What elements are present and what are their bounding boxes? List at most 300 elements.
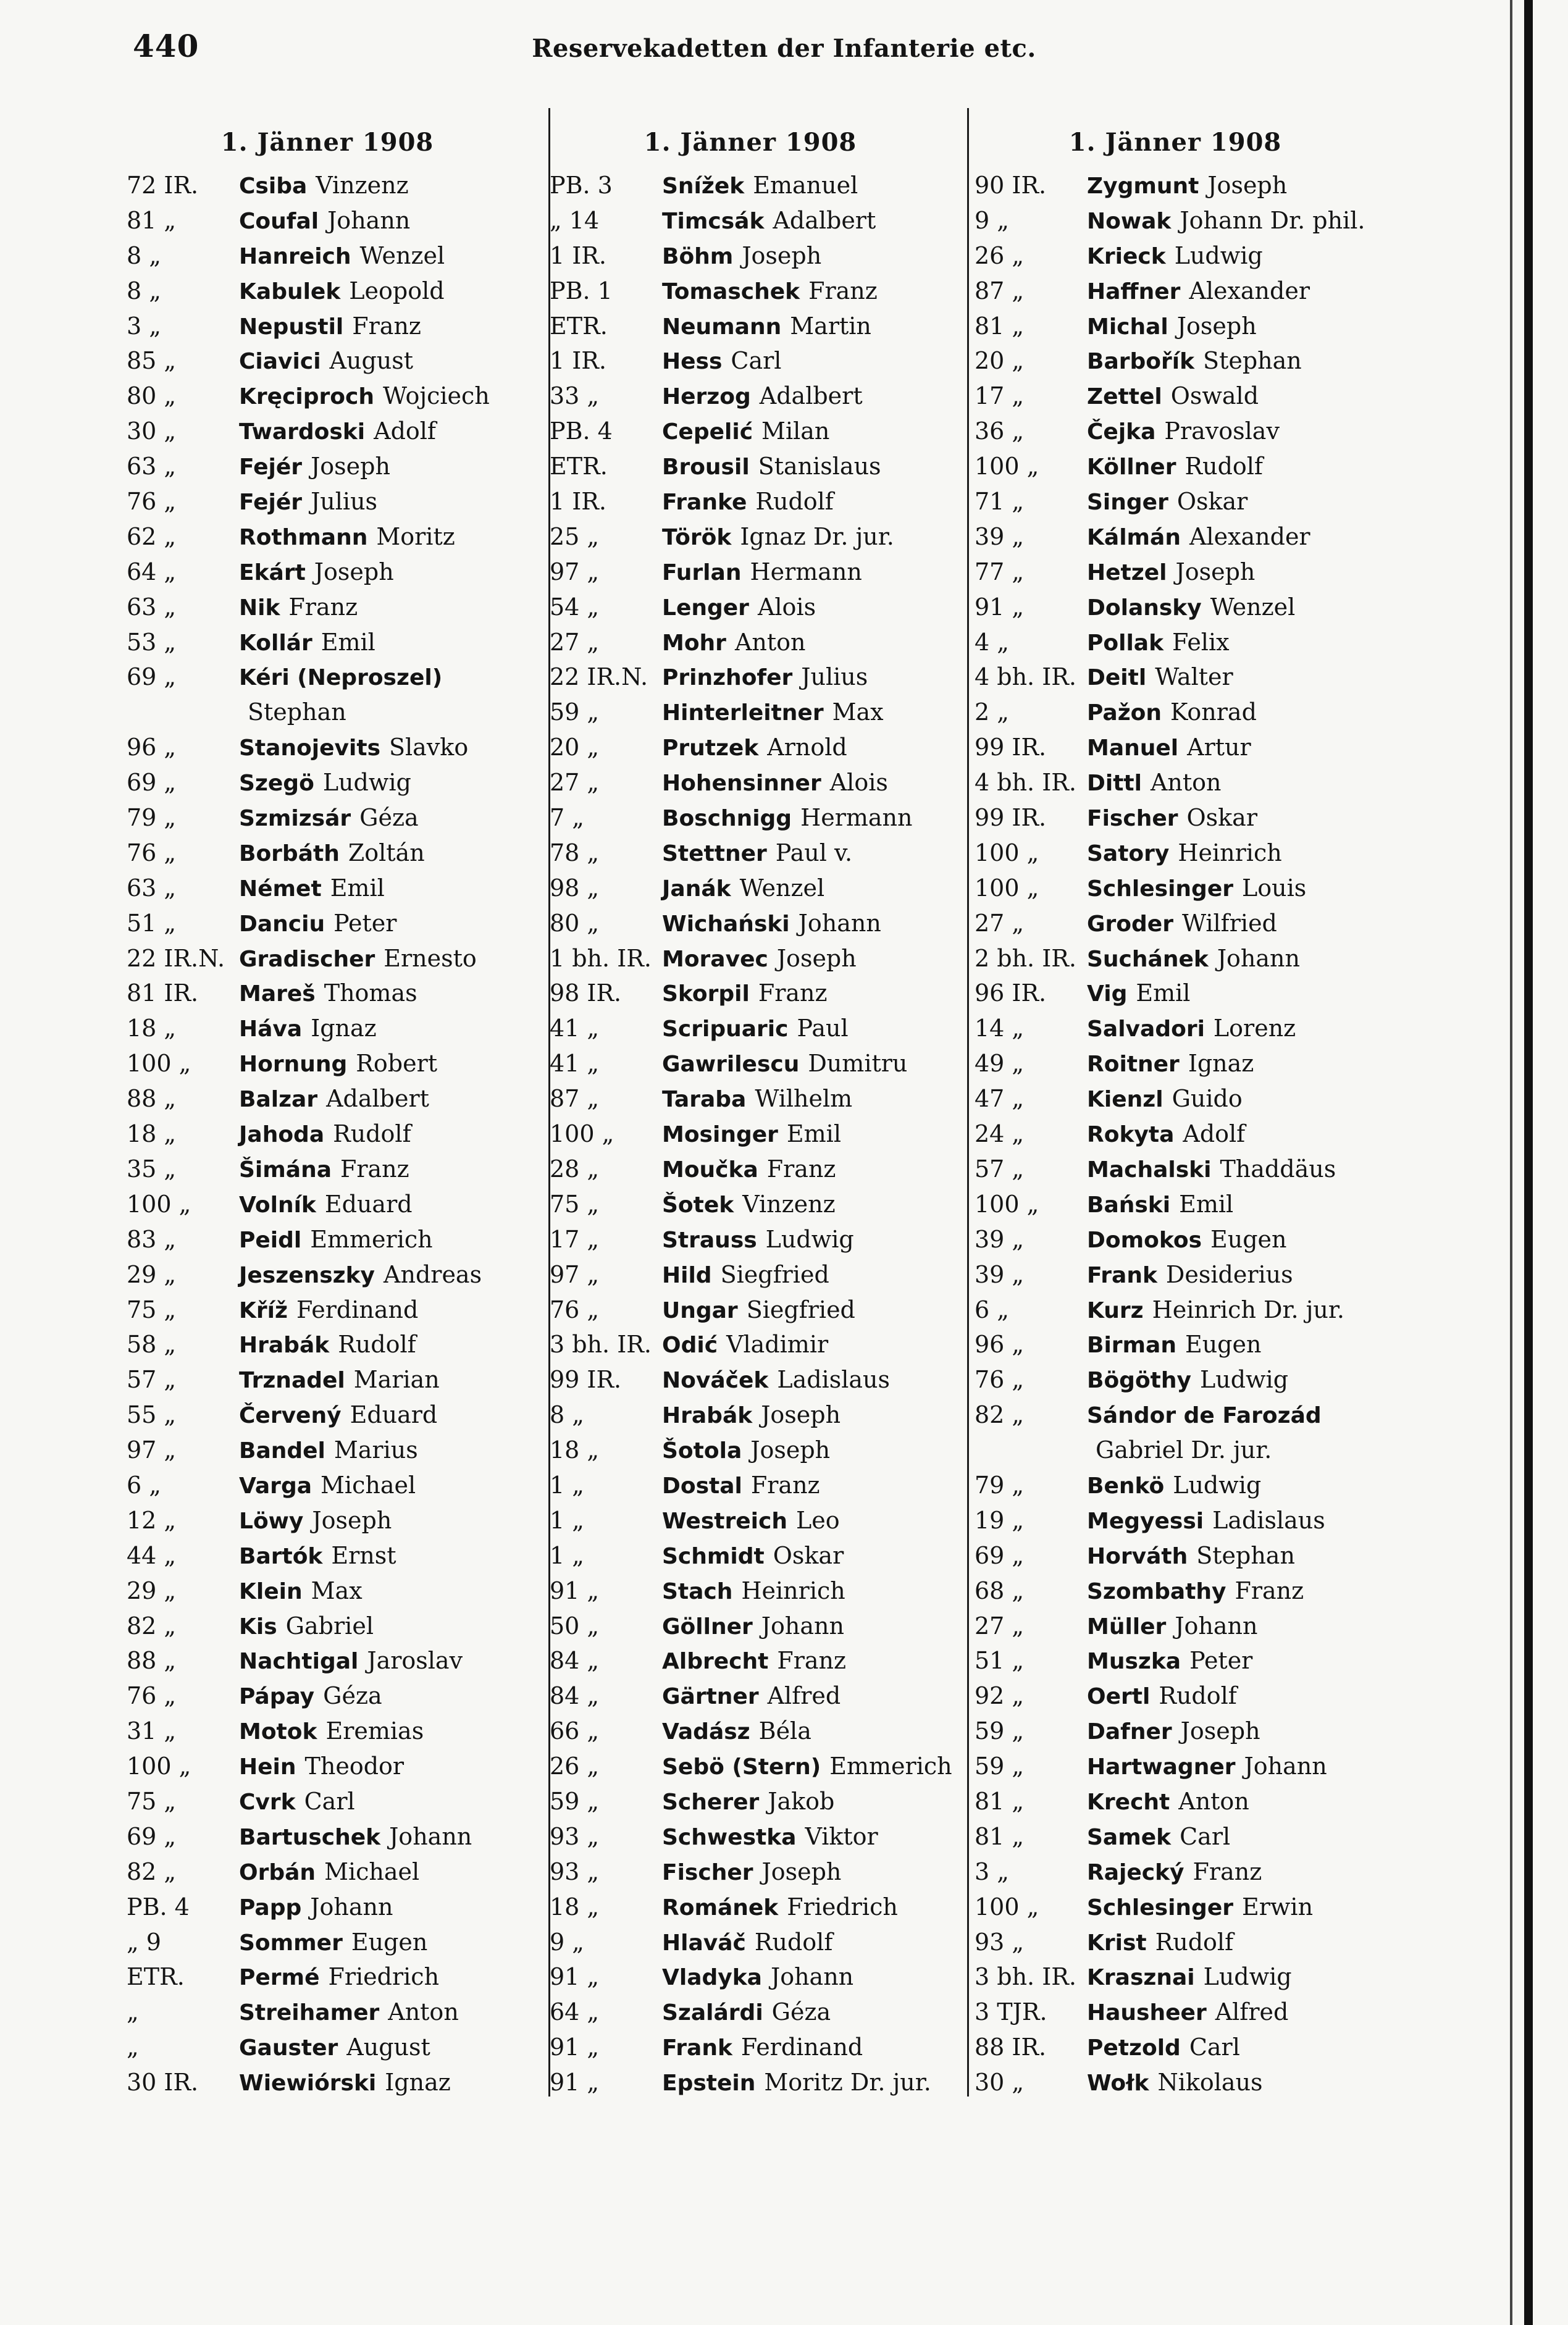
surname: Čejka bbox=[1087, 419, 1156, 445]
unit-label: 76 „ bbox=[550, 1296, 600, 1323]
given-name: Heinrich bbox=[741, 1577, 845, 1604]
surname: Groder bbox=[1087, 911, 1173, 937]
surname: Dafner bbox=[1087, 1719, 1172, 1745]
given-name: Franz bbox=[766, 1155, 836, 1183]
unit-label: 66 „ bbox=[550, 1717, 600, 1745]
surname: Köllner bbox=[1087, 455, 1176, 480]
unit-label: 69 „ bbox=[127, 1822, 177, 1850]
roster-entry bbox=[127, 1397, 528, 1433]
unit-label: 87 „ bbox=[975, 277, 1025, 304]
surname: Ungar bbox=[662, 1297, 738, 1323]
surname: Westreich bbox=[662, 1508, 787, 1534]
given-name: August bbox=[329, 347, 414, 375]
unit-label: 22 IR.N. bbox=[127, 944, 225, 972]
unit-label: 69 „ bbox=[127, 769, 177, 797]
roster-entry bbox=[975, 590, 1376, 625]
surname: Červený bbox=[239, 1403, 342, 1429]
surname: Balzar bbox=[239, 1087, 318, 1113]
surname: Fejér bbox=[239, 490, 303, 516]
unit-label: 30 „ bbox=[975, 2069, 1025, 2097]
unit-label: 64 „ bbox=[127, 558, 177, 585]
unit-label: 75 „ bbox=[127, 1787, 177, 1815]
given-name: Johann bbox=[761, 1612, 844, 1640]
surname: Vladyka bbox=[662, 1965, 762, 1991]
given-name: Adolf bbox=[1183, 1120, 1246, 1148]
surname: Mosinger bbox=[662, 1122, 778, 1148]
surname: Cepelić bbox=[662, 419, 753, 445]
surname: Zettel bbox=[1087, 384, 1162, 410]
given-name: Erwin bbox=[1242, 1893, 1314, 1921]
unit-label: 88 „ bbox=[127, 1085, 177, 1113]
surname: Birman bbox=[1087, 1333, 1176, 1359]
surname: Tomaschek bbox=[662, 279, 800, 304]
given-name: Alois bbox=[757, 593, 816, 621]
given-name: Joseph bbox=[1175, 558, 1256, 585]
surname: Frank bbox=[1087, 1262, 1157, 1288]
roster-entry bbox=[975, 1152, 1376, 1187]
roster-entry bbox=[127, 836, 528, 871]
surname: Nováček bbox=[662, 1368, 769, 1394]
unit-label: 47 „ bbox=[975, 1085, 1025, 1113]
given-name: Géza bbox=[323, 1682, 382, 1710]
roster-entry bbox=[975, 800, 1376, 836]
roster-entry bbox=[550, 1011, 951, 1046]
unit-label: 57 „ bbox=[975, 1155, 1025, 1183]
unit-label: 54 „ bbox=[550, 593, 600, 621]
given-name: Adalbert bbox=[759, 382, 863, 410]
unit-label: 27 „ bbox=[975, 1612, 1025, 1640]
given-name: Artur bbox=[1187, 734, 1251, 761]
unit-label: 3 „ bbox=[127, 312, 161, 340]
unit-label: PB. 3 bbox=[550, 172, 613, 199]
roster-entry bbox=[975, 1257, 1376, 1292]
surname: Schwestka bbox=[662, 1824, 797, 1850]
surname: Petzold bbox=[1087, 2035, 1181, 2061]
roster-entry bbox=[550, 238, 951, 274]
surname: Borbáth bbox=[239, 840, 340, 866]
unit-label: 75 „ bbox=[127, 1296, 177, 1323]
roster-entry bbox=[127, 379, 528, 414]
given-name: Anton bbox=[388, 1998, 459, 2026]
given-name: Joseph bbox=[776, 944, 857, 972]
surname: Varga bbox=[239, 1473, 312, 1499]
surname: Roitner bbox=[1087, 1052, 1180, 1078]
surname: Ekárt bbox=[239, 559, 306, 585]
unit-label: 59 „ bbox=[550, 698, 600, 726]
surname: Benkö bbox=[1087, 1473, 1165, 1499]
roster-entry bbox=[550, 1292, 951, 1328]
given-name: Joseph bbox=[314, 558, 394, 585]
unit-label: 69 „ bbox=[127, 663, 177, 691]
surname: Lenger bbox=[662, 595, 749, 621]
unit-label: 27 „ bbox=[550, 769, 600, 797]
surname: Klein bbox=[239, 1578, 303, 1604]
unit-label: 41 „ bbox=[550, 1015, 600, 1042]
surname: Hein bbox=[239, 1754, 296, 1780]
given-name: Joseph bbox=[750, 1436, 831, 1464]
surname: Skorpil bbox=[662, 981, 750, 1007]
roster-entry bbox=[975, 238, 1376, 274]
unit-label: 79 „ bbox=[127, 804, 177, 832]
roster-entry bbox=[975, 1784, 1376, 1819]
given-name: Max bbox=[311, 1577, 363, 1604]
unit-label: 1 IR. bbox=[550, 488, 606, 516]
roster-entry bbox=[127, 449, 528, 484]
surname: Janák bbox=[662, 876, 731, 902]
roster-entry bbox=[127, 343, 528, 379]
given-name: Vladimir bbox=[726, 1331, 829, 1359]
roster-entry bbox=[127, 1468, 528, 1503]
surname: Scripuaric bbox=[662, 1016, 789, 1042]
unit-label: 76 „ bbox=[127, 488, 177, 516]
surname: Satory bbox=[1087, 840, 1170, 866]
surname: Jeszenszky bbox=[239, 1262, 375, 1288]
unit-label: 26 „ bbox=[975, 241, 1025, 269]
unit-label: ETR. bbox=[550, 312, 608, 340]
roster-entry bbox=[550, 906, 951, 941]
unit-label: 87 „ bbox=[550, 1085, 600, 1113]
unit-label: 81 „ bbox=[127, 206, 177, 234]
given-name: Emil bbox=[330, 874, 385, 902]
given-name: Eremias bbox=[325, 1717, 424, 1745]
roster-entry bbox=[550, 1152, 951, 1187]
roster-entry bbox=[975, 1116, 1376, 1152]
surname: Müller bbox=[1087, 1614, 1167, 1640]
surname: Hinterleitner bbox=[662, 700, 824, 726]
unit-label: 12 „ bbox=[127, 1506, 177, 1534]
unit-label: 76 „ bbox=[127, 839, 177, 866]
unit-label: 1 IR. bbox=[550, 347, 606, 375]
surname: Hohensinner bbox=[662, 771, 821, 797]
given-name: Rudolf bbox=[333, 1120, 411, 1148]
surname: Furlan bbox=[662, 559, 742, 585]
unit-label: 29 „ bbox=[127, 1260, 177, 1288]
surname: Bögöthy bbox=[1087, 1368, 1191, 1394]
surname: Mareš bbox=[239, 981, 316, 1007]
surname: Sándor de Farozád bbox=[1087, 1403, 1322, 1429]
unit-label: 35 „ bbox=[127, 1155, 177, 1183]
roster-entry bbox=[550, 1925, 951, 1960]
given-name: Ferdinand bbox=[740, 2034, 863, 2061]
given-name: Peter bbox=[1189, 1647, 1253, 1675]
given-name: Lorenz bbox=[1213, 1015, 1296, 1042]
roster-entry bbox=[975, 1292, 1376, 1328]
surname: Domokos bbox=[1087, 1227, 1202, 1253]
unit-label: 57 „ bbox=[127, 1366, 177, 1394]
given-name: Gabriel Dr. jur. bbox=[1096, 1436, 1272, 1464]
surname: Megyessi bbox=[1087, 1508, 1204, 1534]
surname: Sommer bbox=[239, 1930, 343, 1956]
surname: Dolansky bbox=[1087, 595, 1202, 621]
given-name: Heinrich bbox=[1178, 839, 1282, 866]
unit-label: 41 „ bbox=[550, 1050, 600, 1078]
surname: Bartók bbox=[239, 1543, 323, 1569]
roster-column-3 bbox=[975, 117, 1376, 2100]
surname: Böhm bbox=[662, 243, 734, 269]
unit-label: PB. 4 bbox=[127, 1893, 190, 1921]
roster-entry bbox=[975, 1538, 1376, 1573]
given-name: Marian bbox=[353, 1366, 440, 1394]
surname: Schlesinger bbox=[1087, 876, 1233, 902]
unit-label: PB. 4 bbox=[550, 417, 613, 445]
surname: Motok bbox=[239, 1719, 317, 1745]
roster-entry bbox=[550, 800, 951, 836]
given-name: Franz bbox=[1193, 1858, 1262, 1885]
given-name: Julius bbox=[311, 488, 378, 516]
roster-entry bbox=[975, 274, 1376, 309]
roster-entry bbox=[127, 660, 528, 695]
given-name: Franz bbox=[750, 1471, 820, 1499]
roster-entry bbox=[975, 1503, 1376, 1538]
roster-entry bbox=[127, 274, 528, 309]
given-name: Louis bbox=[1242, 874, 1307, 902]
surname: Boschnigg bbox=[662, 806, 792, 832]
given-name: Joseph bbox=[1207, 172, 1288, 199]
given-name: Heinrich Dr. jur. bbox=[1152, 1296, 1344, 1323]
surname: Singer bbox=[1087, 490, 1168, 516]
surname: Stanojevits bbox=[239, 735, 380, 761]
surname: Taraba bbox=[662, 1087, 747, 1113]
surname: Snížek bbox=[662, 174, 745, 199]
roster-entry bbox=[127, 1187, 528, 1222]
column-heading: 1. Jänner 1908 bbox=[220, 128, 434, 157]
unit-label: 85 „ bbox=[127, 347, 177, 375]
unit-label: 14 „ bbox=[975, 1015, 1025, 1042]
unit-label: 96 „ bbox=[127, 734, 177, 761]
roster-entry bbox=[550, 1538, 951, 1573]
roster-entry bbox=[127, 1678, 528, 1714]
given-name: Pravoslav bbox=[1164, 417, 1280, 445]
roster-entry bbox=[550, 695, 951, 730]
given-name: Konrad bbox=[1170, 698, 1257, 726]
given-name: Max bbox=[832, 698, 884, 726]
unit-label: 96 IR. bbox=[975, 979, 1047, 1007]
unit-label: 1 „ bbox=[550, 1471, 584, 1499]
given-name: Alfred bbox=[767, 1682, 841, 1710]
unit-label: 64 „ bbox=[550, 1998, 600, 2026]
unit-label: 81 „ bbox=[975, 312, 1025, 340]
given-name: Joseph bbox=[1180, 1717, 1260, 1745]
given-name: Leo bbox=[795, 1506, 840, 1534]
roster-entry bbox=[550, 414, 951, 449]
unit-label: 19 „ bbox=[975, 1506, 1025, 1534]
roster-entry bbox=[550, 625, 951, 660]
roster-entry bbox=[550, 836, 951, 871]
given-name: Siegfried bbox=[746, 1296, 855, 1323]
surname: Kabulek bbox=[239, 279, 341, 304]
given-name: Stephan bbox=[1203, 347, 1302, 375]
surname: Franke bbox=[662, 490, 747, 516]
roster-entry bbox=[127, 414, 528, 449]
surname: Gauster bbox=[239, 2035, 338, 2061]
given-name: Wenzel bbox=[739, 874, 825, 902]
unit-label: 72 IR. bbox=[127, 172, 199, 199]
roster-entry bbox=[550, 1327, 951, 1362]
surname: Prinzhofer bbox=[662, 665, 793, 691]
roster-entry bbox=[975, 2065, 1376, 2100]
surname: Mohr bbox=[662, 630, 726, 656]
given-name: Rudolf bbox=[754, 1928, 833, 1956]
surname: Bandel bbox=[239, 1438, 325, 1464]
unit-label: 63 „ bbox=[127, 593, 177, 621]
page-edge-line bbox=[1510, 0, 1512, 2325]
given-name: Ludwig bbox=[1173, 1471, 1262, 1499]
roster-entry bbox=[127, 871, 528, 906]
given-name: Rudolf bbox=[1184, 453, 1263, 480]
unit-label: 8 „ bbox=[550, 1401, 584, 1429]
given-name: Anton bbox=[734, 628, 806, 656]
roster-entry bbox=[127, 1433, 528, 1468]
surname: Gawrilescu bbox=[662, 1052, 800, 1078]
given-name: Stephan bbox=[1196, 1541, 1295, 1569]
given-name: Oskar bbox=[1176, 488, 1248, 516]
roster-entry bbox=[975, 1890, 1376, 1925]
unit-label: 81 „ bbox=[975, 1822, 1025, 1850]
given-name: Paul v. bbox=[775, 839, 853, 866]
given-name: Ladislaus bbox=[777, 1366, 890, 1394]
unit-label: 100 „ bbox=[975, 874, 1039, 902]
roster-entry bbox=[127, 484, 528, 519]
given-name: Carl bbox=[1180, 1822, 1231, 1850]
given-name: Carl bbox=[731, 347, 782, 375]
given-name: Ernesto bbox=[384, 944, 477, 972]
unit-label: 90 IR. bbox=[975, 172, 1047, 199]
roster-entry bbox=[550, 976, 951, 1011]
unit-label: 18 „ bbox=[127, 1120, 177, 1148]
unit-label: 79 „ bbox=[975, 1471, 1025, 1499]
unit-label: „ bbox=[127, 2034, 139, 2061]
roster-entry bbox=[127, 555, 528, 590]
surname: Schlesinger bbox=[1087, 1895, 1233, 1921]
unit-label: 25 „ bbox=[550, 522, 600, 550]
unit-label: 63 „ bbox=[127, 453, 177, 480]
unit-label: 100 „ bbox=[975, 839, 1039, 866]
surname: Cvrk bbox=[239, 1789, 296, 1815]
given-name: Eduard bbox=[324, 1190, 413, 1218]
surname: Kręciproch bbox=[239, 384, 374, 410]
unit-label: 9 „ bbox=[975, 206, 1009, 234]
roster-entry bbox=[127, 1714, 528, 1749]
surname: Göllner bbox=[662, 1614, 753, 1640]
roster-entry bbox=[550, 379, 951, 414]
roster-entry bbox=[975, 1714, 1376, 1749]
given-name: Emmerich bbox=[310, 1225, 433, 1253]
given-name: Nikolaus bbox=[1157, 2069, 1263, 2097]
roster-entry bbox=[975, 1959, 1376, 1995]
unit-label: 91 „ bbox=[550, 1963, 600, 1991]
surname: Pollak bbox=[1087, 630, 1164, 656]
unit-label: 4 bh. IR. bbox=[975, 769, 1076, 797]
given-name: Joseph bbox=[761, 1858, 842, 1885]
given-name: Jakob bbox=[768, 1787, 835, 1815]
surname: Kéri (Neproszel) bbox=[239, 665, 443, 691]
surname: Hess bbox=[662, 349, 723, 375]
surname: Fischer bbox=[1087, 806, 1178, 832]
unit-label: 18 „ bbox=[550, 1893, 600, 1921]
roster-entry bbox=[550, 168, 951, 203]
unit-label: 2 „ bbox=[975, 698, 1009, 726]
roster-entry bbox=[550, 871, 951, 906]
given-name: Oswald bbox=[1170, 382, 1259, 410]
unit-label: 81 „ bbox=[975, 1787, 1025, 1815]
roster-entry bbox=[550, 1749, 951, 1784]
roster-entry bbox=[127, 1081, 528, 1116]
roster-entry bbox=[975, 449, 1376, 484]
roster-entry bbox=[550, 555, 951, 590]
roster-column-2 bbox=[550, 117, 951, 2100]
surname: Kurz bbox=[1087, 1297, 1144, 1323]
given-name: Ignaz bbox=[385, 2069, 451, 2097]
given-name: Anton bbox=[1150, 769, 1222, 797]
given-name: Ignaz Dr. jur. bbox=[740, 522, 894, 550]
surname: Krecht bbox=[1087, 1789, 1170, 1815]
unit-label: 82 „ bbox=[127, 1858, 177, 1885]
given-name: Eugen bbox=[1210, 1225, 1287, 1253]
surname: Fischer bbox=[662, 1859, 753, 1885]
surname: Horváth bbox=[1087, 1543, 1188, 1569]
roster-entry bbox=[127, 625, 528, 660]
given-name: Zoltán bbox=[348, 839, 425, 866]
surname: Szegö bbox=[239, 771, 314, 797]
unit-label: ETR. bbox=[127, 1963, 185, 1991]
surname: Stach bbox=[662, 1578, 733, 1604]
roster-entry bbox=[550, 660, 951, 695]
roster-entry bbox=[550, 590, 951, 625]
unit-label: PB. 1 bbox=[550, 277, 613, 304]
roster-entry bbox=[550, 1187, 951, 1222]
given-name: Joseph bbox=[1176, 312, 1257, 340]
surname: Románek bbox=[662, 1895, 779, 1921]
surname: Deitl bbox=[1087, 665, 1147, 691]
surname: Wołk bbox=[1087, 2071, 1149, 2097]
roster-entry bbox=[550, 1643, 951, 1678]
page-edge bbox=[1524, 0, 1533, 2325]
roster-entry bbox=[975, 695, 1376, 730]
surname: Trznadel bbox=[239, 1368, 345, 1394]
unit-label: 26 „ bbox=[550, 1753, 600, 1780]
given-name: Vinzenz bbox=[742, 1190, 836, 1218]
given-name: Johann bbox=[1244, 1753, 1327, 1780]
surname: Danciu bbox=[239, 911, 325, 937]
surname: Epstein bbox=[662, 2071, 756, 2097]
surname: Barbořík bbox=[1087, 349, 1195, 375]
given-name: Franz bbox=[340, 1155, 409, 1183]
given-name: Ludwig bbox=[1199, 1366, 1289, 1394]
unit-label: 100 „ bbox=[127, 1050, 191, 1078]
given-name: Emmerich bbox=[829, 1753, 952, 1780]
roster-entry bbox=[550, 1784, 951, 1819]
surname: Twardoski bbox=[239, 419, 366, 445]
unit-label: 97 „ bbox=[550, 558, 600, 585]
roster-entry bbox=[127, 941, 528, 976]
roster-list bbox=[550, 168, 951, 2100]
surname: Muszka bbox=[1087, 1649, 1181, 1675]
given-name: Wojciech bbox=[382, 382, 490, 410]
surname: Dostal bbox=[662, 1473, 742, 1499]
surname: Rothmann bbox=[239, 524, 368, 550]
column-divider bbox=[967, 108, 969, 2097]
given-name: Slavko bbox=[389, 734, 469, 761]
roster-entry bbox=[550, 1046, 951, 1081]
unit-label: 99 IR. bbox=[550, 1366, 622, 1394]
roster-list bbox=[127, 168, 528, 2100]
unit-label: 100 „ bbox=[975, 1893, 1039, 1921]
unit-label: 78 „ bbox=[550, 839, 600, 866]
unit-label: 4 bh. IR. bbox=[975, 663, 1076, 691]
roster-entry bbox=[127, 1819, 528, 1854]
given-name: Theodor bbox=[304, 1753, 405, 1780]
given-name: Michael bbox=[321, 1471, 416, 1499]
